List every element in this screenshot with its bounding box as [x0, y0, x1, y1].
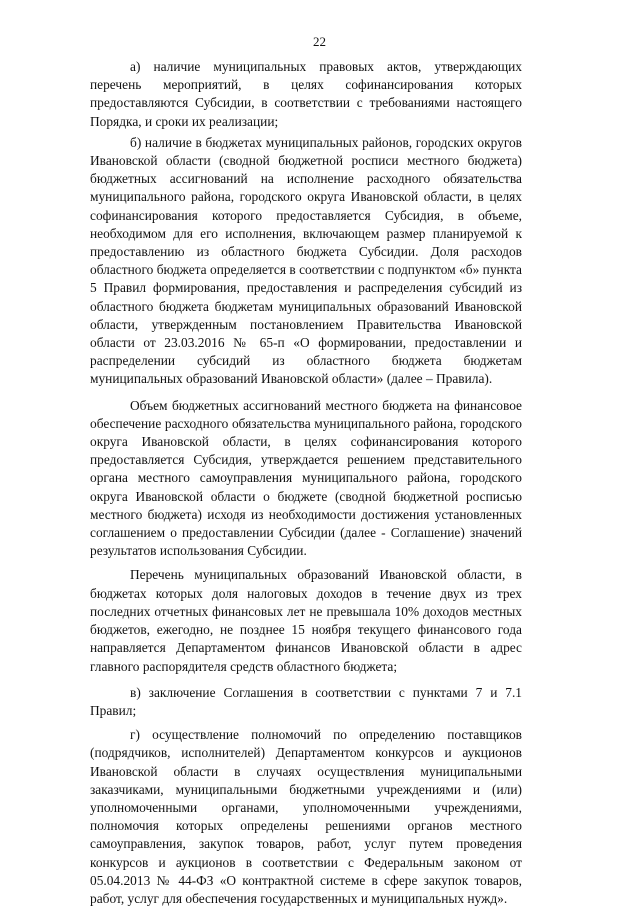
paragraph-budget-volume: Объем бюджетных ассигнований местного бюджета на финансовое обеспечение расходного обязательства муниципального района, городского округа Ивановской области, в целях софинансирования которого предоставляется Субсидия, утверждается решением представительного органа местного самоуправления муниципального района, городского округа Ивановской области о бюджете (сводной бюджетной росписью местного бюджета) исходя из необходимости достижения установленных соглашением о предоставлении Субсидии (далее - Соглашение) значений результатов использования Субсидии. — [90, 397, 522, 559]
paragraph-b: б) наличие в бюджетах муниципальных районов, городских округов Ивановской области (сводной бюджетной росписи местного бюджета) бюджетных ассигнований на исполнение расходного обязательства муниципального района, городского округа Ивановской области, в целях софинансирования которого предоставляется Субсидия, в объеме, необходимом для его исполнения, включающем размер планируемой к предоставлению из областного бюджета Субсидии. Доля расходов областного бюджета определяется в соответствии с подпунктом «б» пункта 5 Правил формирования, предоставления и распределения субсидий из областного бюджета бюджетам муниципальных образований Ивановской области, утвержденным постановлением Правительства Ивановской области от 23.03.2016 № 65-п «О формировании, предоставлении и распределении субсидий из областного бюджета бюджетам муниципальных образований Ивановской области» (далее – Правила). — [90, 134, 522, 387]
paragraph-v: в) заключение Соглашения в соответствии с пунктами 7 и 7.1 Правил; — [90, 684, 522, 718]
paragraph-g: г) осуществление полномочий по определению поставщиков (подрядчиков, исполнителей) Департаментом конкурсов и аукционов Ивановской области в случаях осуществления муниципальными заказчиками, муниципальными бюджетными учреждениями и (или) уполномоченными органами, уполномоченными учреждениями, полномочия которых определены решениями органов местного самоуправления, закупок товаров, работ, услуг путем проведения конкурсов и аукционов в соответствии с Федеральным законом от 05.04.2013 № 44-ФЗ «О контрактной системе в сфере закупок товаров, работ, услуг для обеспечения государственных и муниципальных нужд». — [90, 727, 522, 906]
paragraph-a: а) наличие муниципальных правовых актов, утверждающих перечень мероприятий, в целях софинансирования которых предоставляются Субсидии, в соответствии с требованиями настоящего Порядка, и сроки их реализации; — [90, 59, 522, 129]
paragraph-municipal-list: Перечень муниципальных образований Ивановской области, в бюджетах которых доля налоговых доходов в течение двух из трех последних отчетных финансовых лет не превышала 10% доходов местных бюджетов, ежегодно, не позднее 15 ноября текущего финансового года направляется Департаментом финансов Ивановской области в адрес главного распорядителя средств областного бюджета; — [90, 567, 522, 674]
document-body — [90, 58, 522, 908]
page-number: 22 — [313, 34, 326, 49]
